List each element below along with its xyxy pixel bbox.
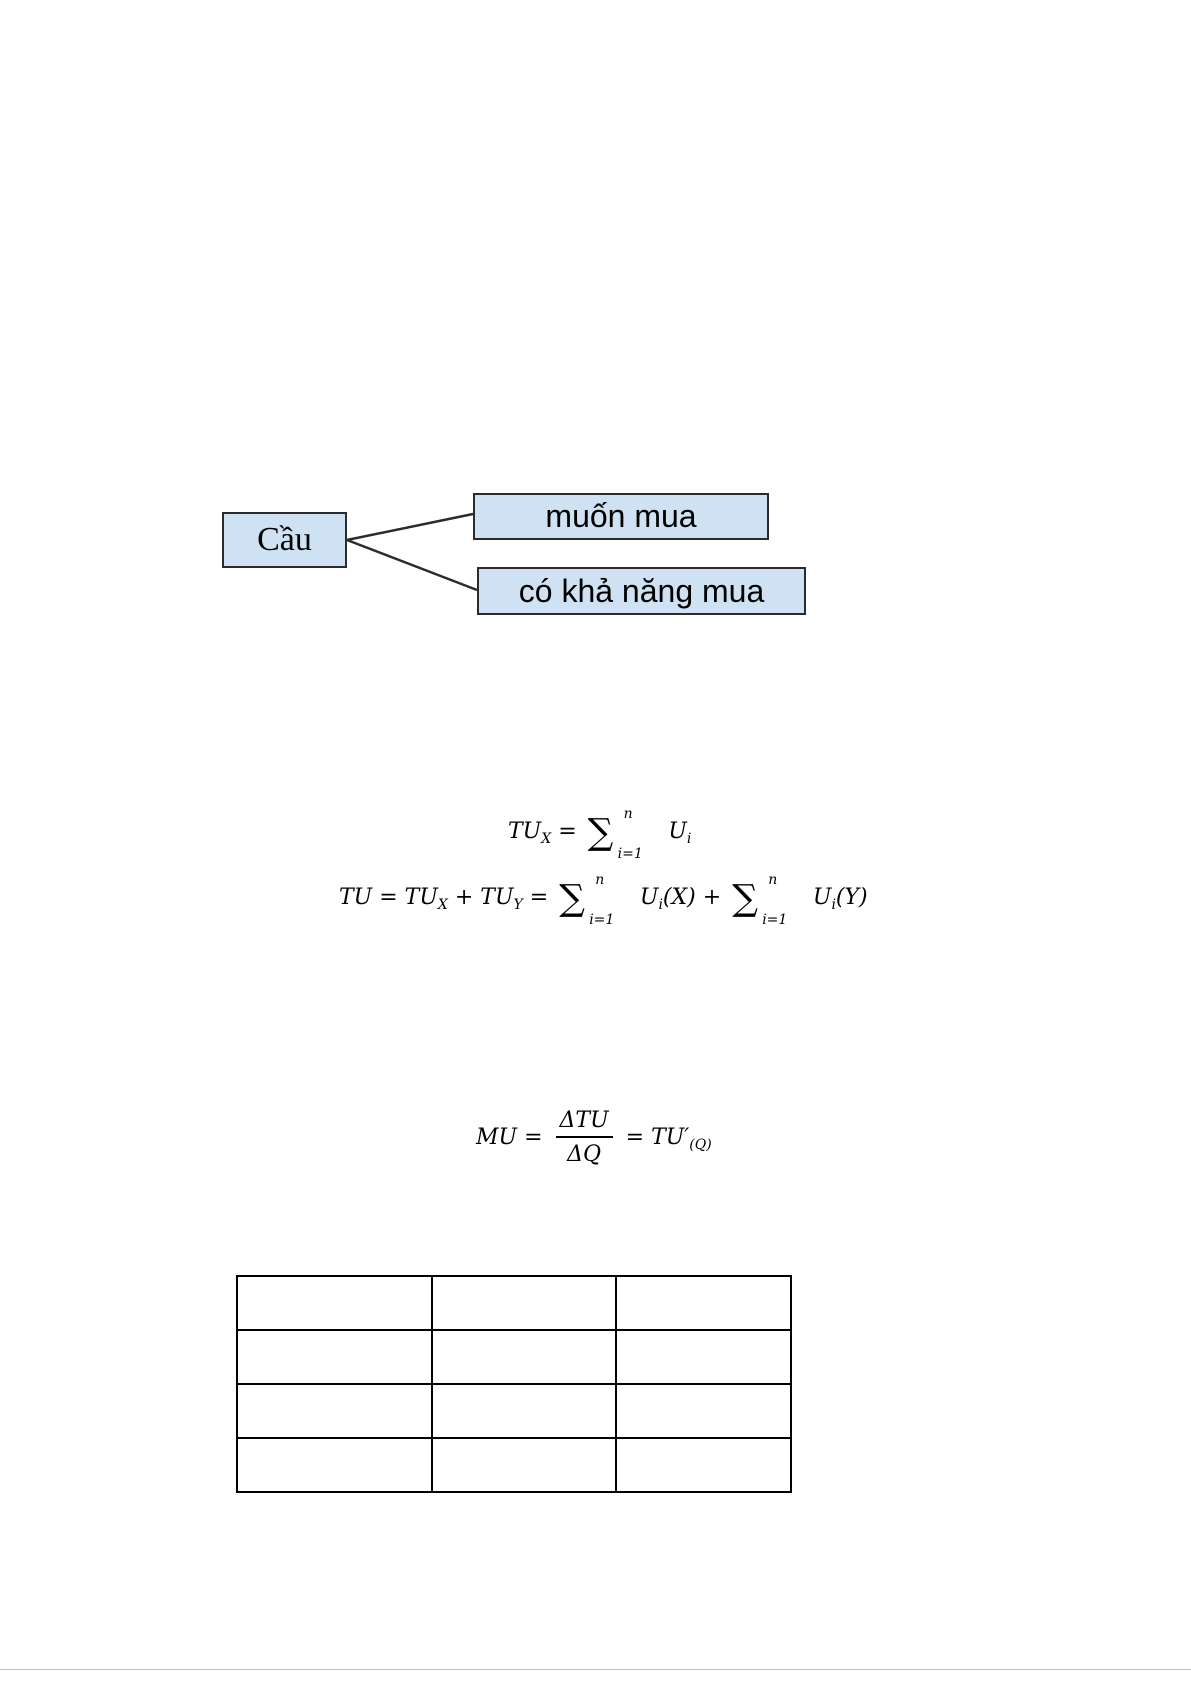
table-row bbox=[237, 1438, 791, 1492]
table-cell bbox=[432, 1384, 616, 1438]
table-row bbox=[237, 1330, 791, 1384]
table-row bbox=[237, 1384, 791, 1438]
fraction-numerator: ΔTU bbox=[556, 1110, 613, 1138]
table-cell bbox=[616, 1384, 791, 1438]
formula-marginal-utility: MU = $\frac{\text{ΔTU}}{\Delta Q}$ = $TU'_{(Q)}$ bbox=[476, 1108, 712, 1167]
diagram-root-label: Cầu bbox=[257, 521, 312, 558]
empty-table bbox=[236, 1275, 792, 1493]
table-cell bbox=[616, 1276, 791, 1330]
table-cell bbox=[432, 1330, 616, 1384]
table-row bbox=[237, 1276, 791, 1330]
table-cell bbox=[237, 1384, 432, 1438]
connector-to-co-kha-nang-mua bbox=[347, 540, 477, 590]
table-cell bbox=[432, 1276, 616, 1330]
summation-sign: ∑ n i=1 bbox=[559, 872, 615, 928]
table-cell bbox=[616, 1438, 791, 1492]
diagram-branch-label: muốn mua bbox=[545, 498, 697, 534]
table-cell bbox=[616, 1330, 791, 1384]
table-cell bbox=[237, 1438, 432, 1492]
footer-divider bbox=[0, 1669, 1191, 1670]
diagram-branch-box-co-kha-nang-mua bbox=[477, 567, 806, 615]
diagram-branch-label: có khả năng mua bbox=[518, 572, 765, 609]
table-cell bbox=[237, 1330, 432, 1384]
fraction-denominator: ΔQ bbox=[567, 1142, 602, 1167]
table-cell bbox=[237, 1276, 432, 1330]
connector-to-muon-mua bbox=[347, 514, 473, 540]
table-cell bbox=[432, 1438, 616, 1492]
summation-sign: ∑ n i=1 bbox=[587, 806, 643, 862]
summation-sign: ∑ n i=1 bbox=[732, 872, 788, 928]
formula-total-utility-x: $TU_X$ = ∑ n i=1 $U_i$ bbox=[508, 806, 692, 862]
diagram-root-box bbox=[222, 512, 347, 568]
formula-total-utility: TU = $TU_X + TU_Y$ = ∑ n i=1 $U_i(X)$ + ∑ n i=1 $U_i(Y)$ bbox=[339, 872, 868, 928]
fraction bbox=[556, 1110, 613, 1166]
diagram-branch-box-muon-mua bbox=[473, 493, 769, 540]
